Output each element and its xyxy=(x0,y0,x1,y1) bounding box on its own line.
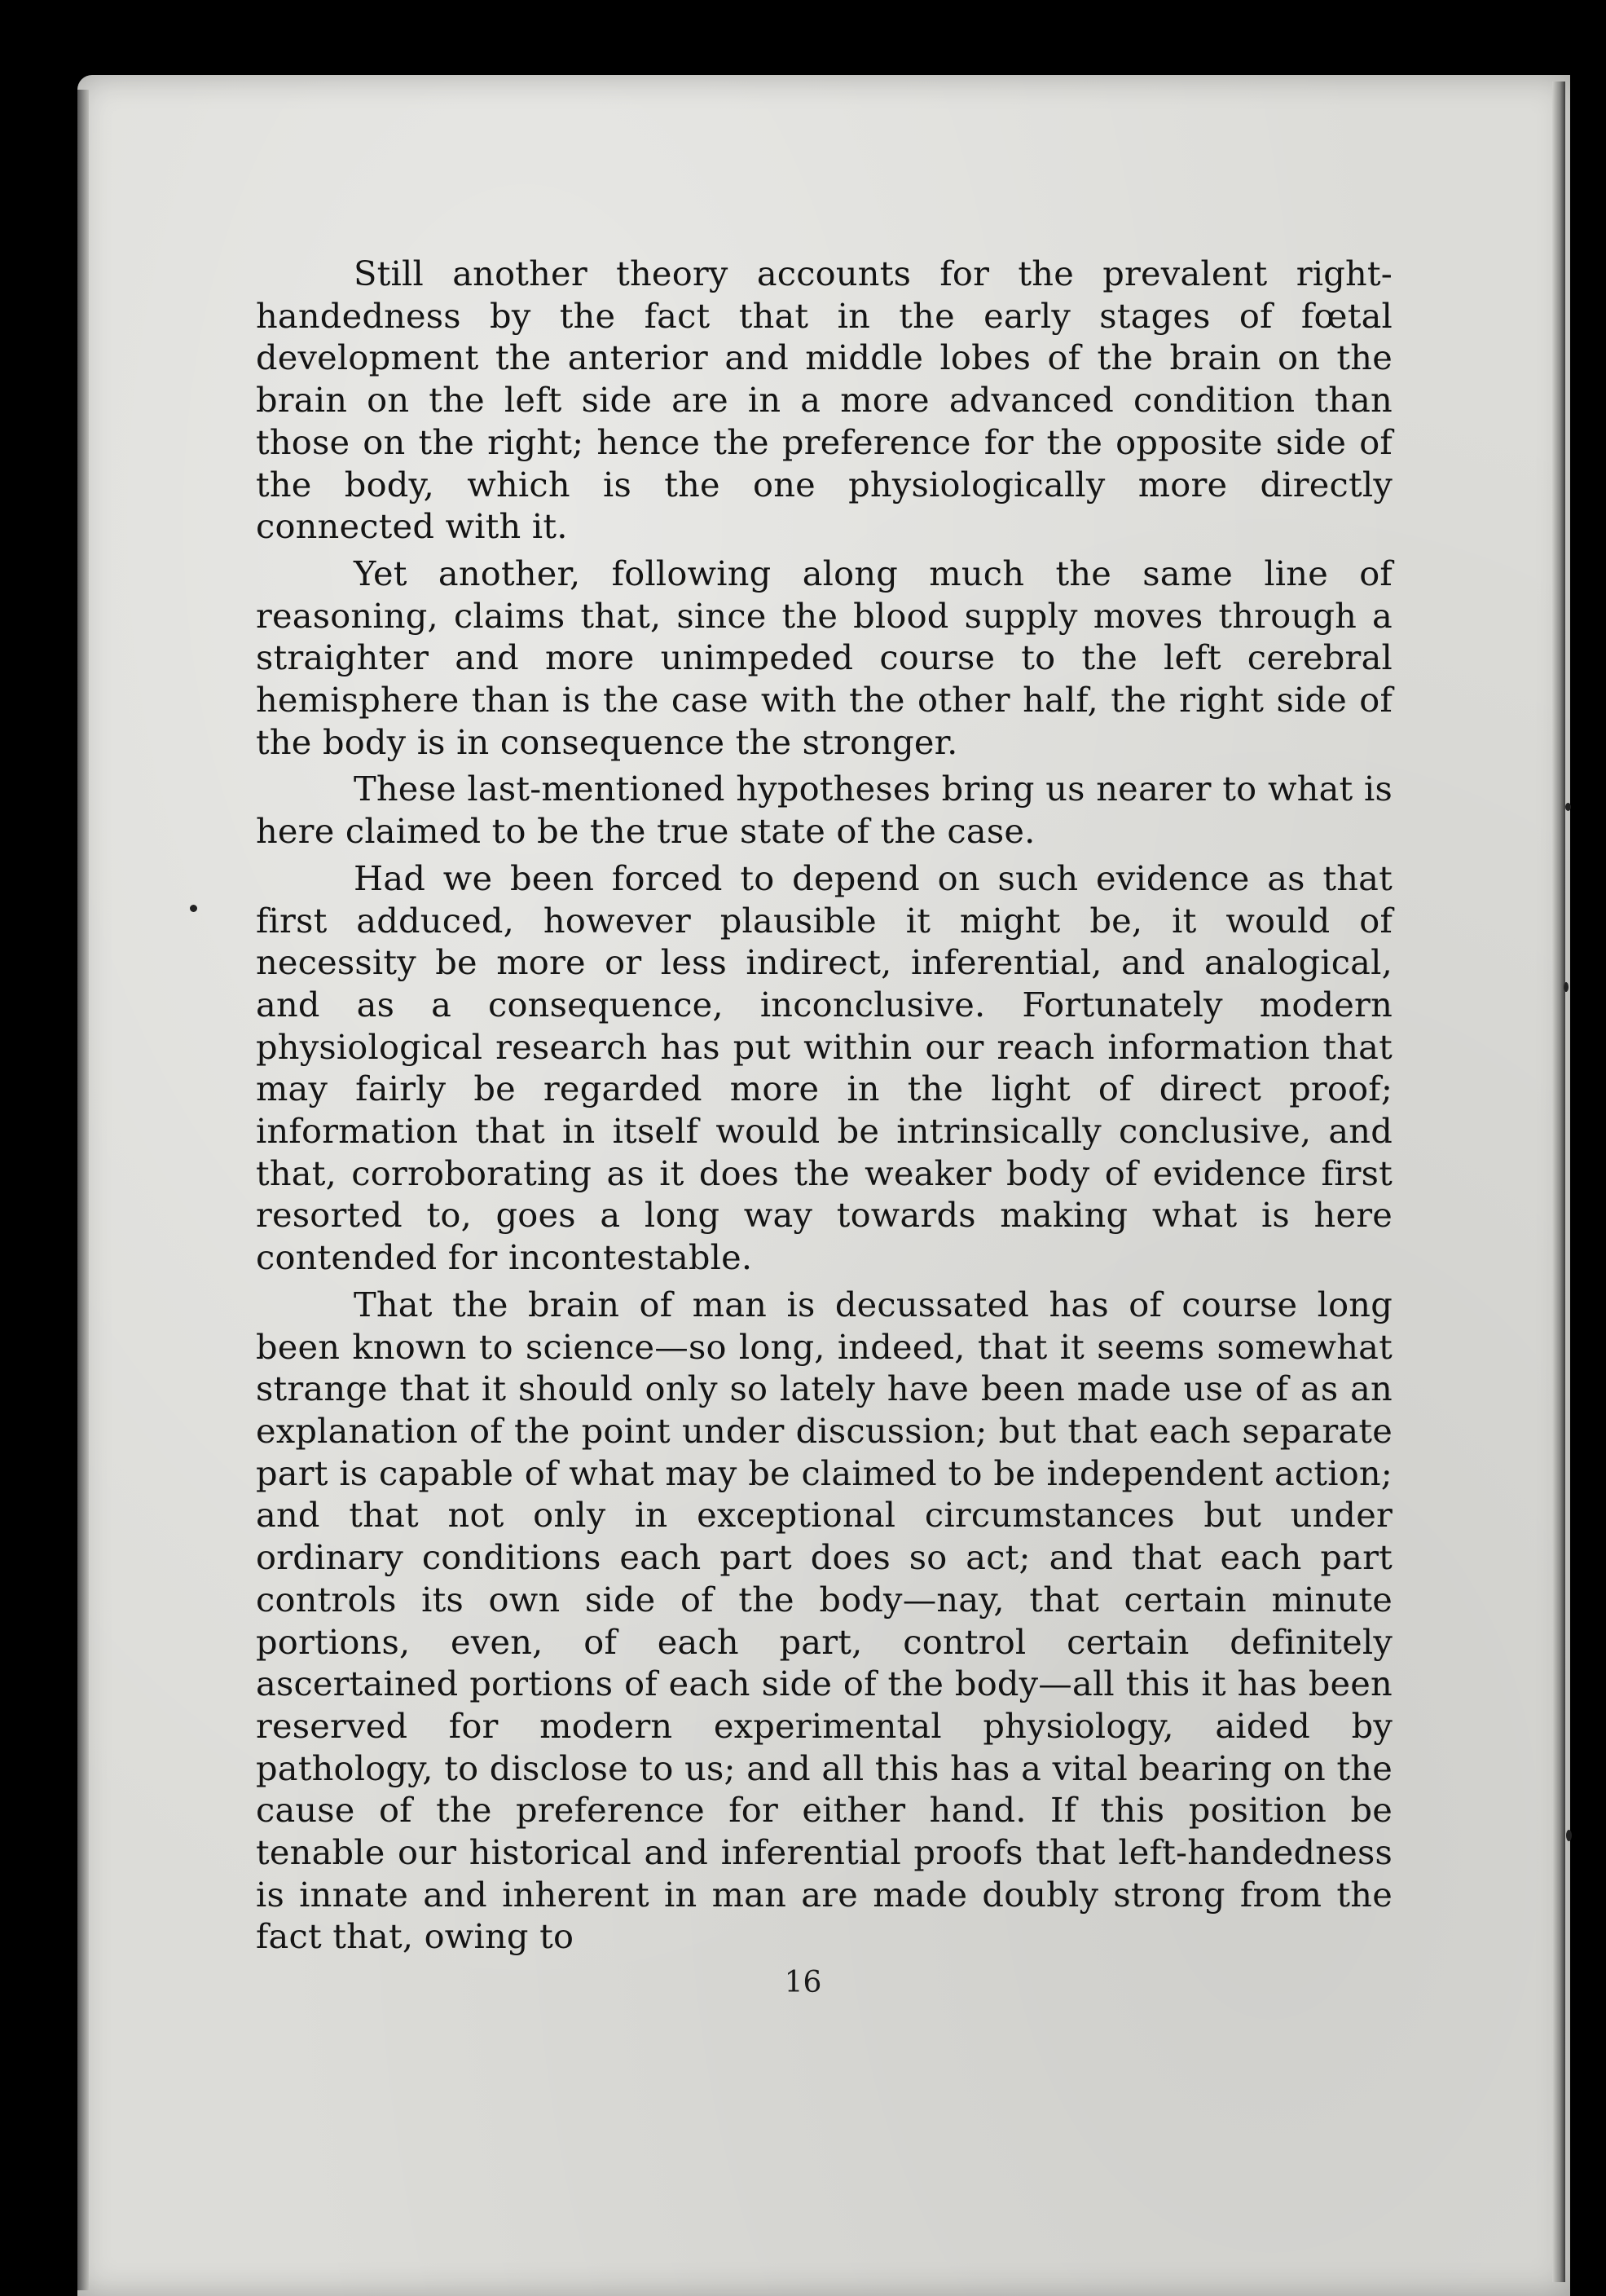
page-left-edge-shadow xyxy=(77,90,89,2290)
paragraph: That the brain of man is decussated has of course long been known to science—so long, indeed, that it seems somewhat strange that it should only so lately have been made use of as an explanation of the point under discussion; but that each separate part is capable of what may be claimed to be independent action; and that not only in exceptional circumstances but under ordinary conditions each part does so act; and that each part controls its own side of the body—nay, that certain minute portions, even, of each part, control certain definitely ascertained portions of each side of the body—all this it has been reserved for modern experimental physiology, aided by pathology, to disclose to us; and all this has a vital bearing on the cause of the preference for either hand. If this position be tenable our historical and inferential proofs that left-handedness is innate and inherent in man are made doubly strong from the fact that, owing to xyxy=(256,1284,1393,1957)
scan-speck xyxy=(1564,982,1569,992)
body-text xyxy=(256,253,1393,1958)
scan-speck xyxy=(1565,803,1571,811)
scan-speck xyxy=(1566,1830,1572,1841)
paragraph: Yet another, following along much the same line of reasoning, claims that, since the blood supply moves through a straighter and more unimpeded course to the left cerebral hemisphere than is the case with the other half, the right side of the body is in consequence the stronger. xyxy=(256,553,1393,762)
scan-speck xyxy=(190,905,197,912)
paragraph: These last-mentioned hypotheses bring us nearer to what is here claimed to be the true state of the case. xyxy=(256,769,1393,852)
paragraph: Still another theory accounts for the prevalent right-handedness by the fact that in the early stages of fœtal development the anterior and middle lobes of the brain on the brain on the left side are in a more advanced condition than those on the right; hence the preference for the opposite side of the body, which is the one physiologically more directly connected with it. xyxy=(256,253,1393,547)
page-number: 16 xyxy=(784,1966,822,1999)
paragraph: Had we been forced to depend on such evidence as that first adduced, however plausible it might be, it would of necessity be more or less indirect, inferential, and analogical, and as a consequence, inconclusive. Fortunately modern physiological research has put within our reach information that may fairly be regarded more in the light of direct proof; information that in itself would be intrinsically conclusive, and that, corroborating as it does the weaker body of evidence first resorted to, goes a long way towards making what is here contended for incontestable. xyxy=(256,857,1393,1278)
book-binding-edge xyxy=(1552,82,1565,2282)
